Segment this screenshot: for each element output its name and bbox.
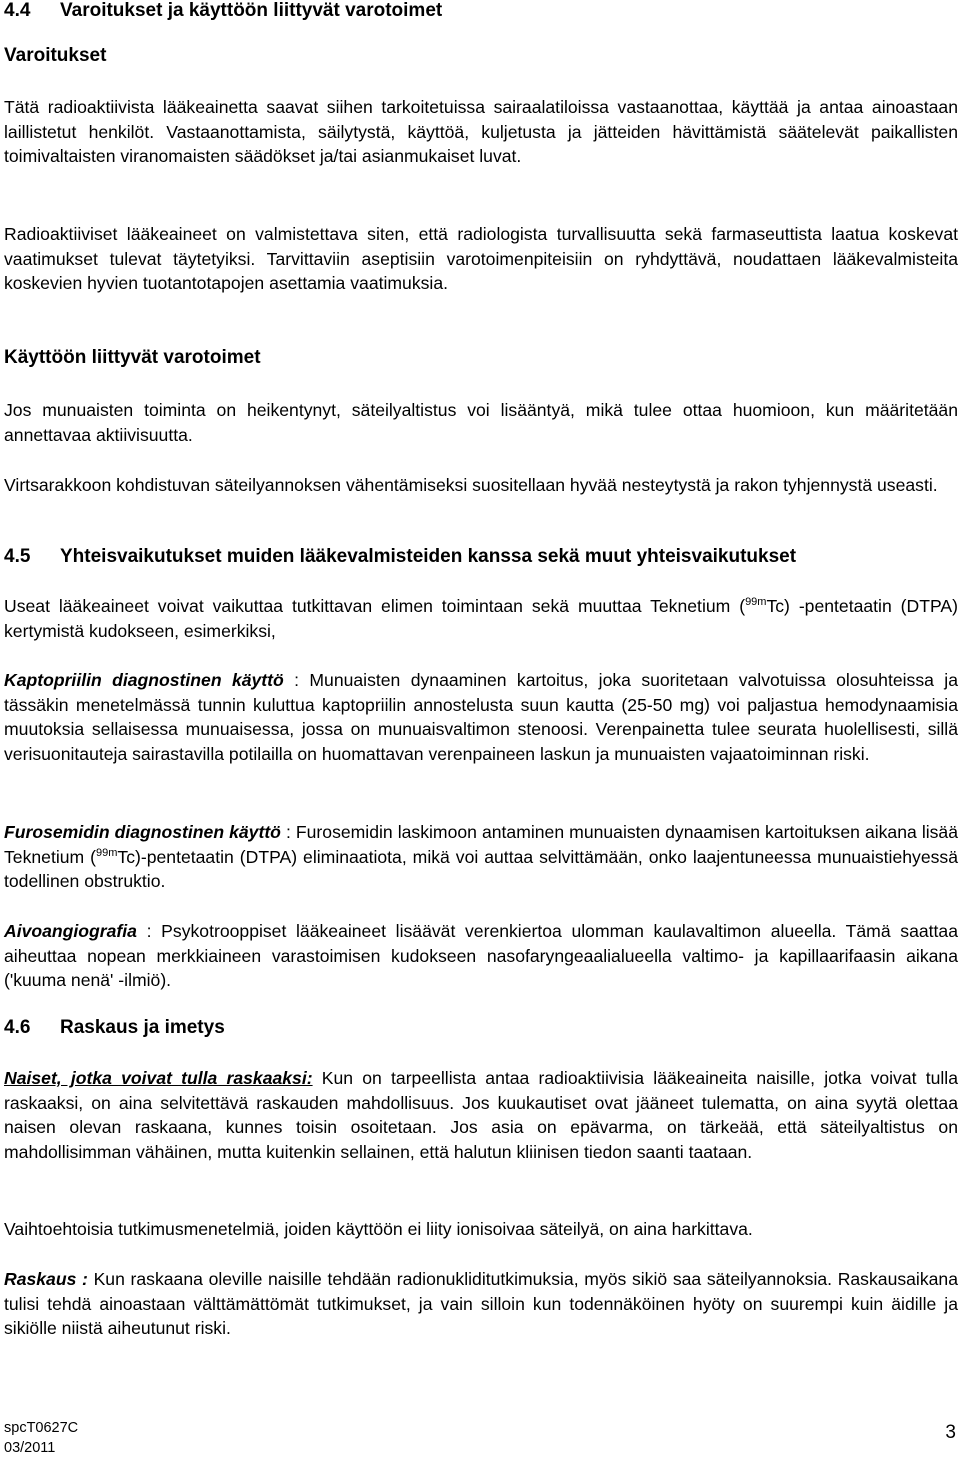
paragraph-captopril: Kaptopriilin diagnostinen käyttö : Munuaisten dynaaminen kartoitus, joka suoritetaan valvotuissa olosuhteissa ja tässäkin menetelmässä tunnin kuluttua kaptopriilin annostelusta suun kautta (25-50 mg) voi paljastua hemodynaamisia muutoksia sellaisessa munuaisessa, jossa on munuaisvaltimon stenoosi. Verenpainetta tulee seurata huolellisesti, sillä verisuonitauteja sairastavilla potilailla on huomattavan verenpaineen laskun ja munuaisten vajaatoiminnan riski. bbox=[4, 670, 958, 764]
paragraph-renal-function: Jos munuaisten toiminta on heikentynyt, säteilyaltistus voi lisääntyä, mikä tulee ottaa huomioon, kun määritetään annettavaa aktiivisuutta. bbox=[4, 400, 958, 445]
section-number: 4.4 bbox=[4, 0, 31, 21]
lead-pregnancy: Raskaus : bbox=[4, 1269, 88, 1289]
lead-furosemide: Furosemidin diagnostinen käyttö bbox=[4, 822, 281, 842]
section-4-5-heading bbox=[4, 545, 796, 569]
paragraph-alternatives: Vaihtoehtoisia tutkimusmenetelmiä, joiden käyttöön ei liity ionisoivaa säteilyä, on aina harkittava. bbox=[4, 1219, 753, 1239]
footer-code: spcT0627C bbox=[4, 1420, 79, 1436]
section-number: 4.5 bbox=[4, 546, 31, 567]
paragraph-bladder-dose: Virtsarakkoon kohdistuvan säteilyannoksen vähentämiseksi suositellaan hyvää nesteytystä ja rakon tyhjennystä useasti. bbox=[4, 475, 938, 495]
lead-angiography: Aivoangiografia bbox=[4, 921, 137, 941]
lead-women-childbearing: Naiset, jotka voivat tulla raskaaksi: bbox=[4, 1068, 313, 1088]
paragraph-warnings: Tätä radioaktiivista lääkeainetta saavat siihen tarkoitetuissa sairaalatiloissa vastaanottaa, käyttää ja antaa ainoastaan laillistetut henkilöt. Vastaanottamista, säilytystä, käyttöä, kuljetusta ja jätteiden hävittämistä säätelevät paikallisten toimivaltaisten viranomaisten säädökset ja/tai asianmukaiset luvat. bbox=[4, 97, 958, 167]
paragraph-women-childbearing: Naiset, jotka voivat tulla raskaaksi: Kun on tarpeellista antaa radioaktiivisia lääkeaineita naisille, jotka voivat tulla raskaaksi, on aina selvitettävä raskauden mahdollisuus. Jos kuukautiset ovat jääneet tulematta, on aina syytä olettaa naisen olevan raskaana, kunnes toisin osoitetaan. Jos asia on epävarma, on tärkeää, että säteilyaltistus on mahdollisimman vähäinen, mutta kuitenkin sellainen, että halutun kliinisen tiedon saanti taataan. bbox=[4, 1068, 958, 1162]
paragraph-furosemide: Furosemidin diagnostinen käyttö : Furosemidin laskimoon antaminen munuaisten dynaamisen kartoituksen aikana lisää Teknetium ($^{99m}$Tc)-pentetaatin (DTPA) eliminaatiota, mikä voi auttaa selvittämään, onko laajentuneessa munuaistiehyessä todellinen obstruktio. bbox=[4, 822, 959, 892]
section-title: Varoitukset ja käyttöön liittyvät varotoimet bbox=[60, 0, 443, 21]
section-4-4-heading bbox=[4, 0, 442, 23]
subheading-varoitukset: Varoitukset bbox=[4, 45, 107, 66]
section-4-6-heading bbox=[4, 1016, 225, 1040]
section-number: 4.6 bbox=[4, 1017, 31, 1038]
section-title: Raskaus ja imetys bbox=[60, 1017, 225, 1038]
page-number: 3 bbox=[945, 1422, 956, 1443]
paragraph-interactions-intro: Useat lääkeaineet voivat vaikuttaa tutkittavan elimen toimintaan sekä muuttaa Teknetium ($^{99m}$Tc) -pentetaatin (DTPA) kertymistä kudokseen, esimerkiksi, bbox=[4, 596, 958, 641]
lead-captopril: Kaptopriilin diagnostinen käyttö bbox=[4, 670, 284, 690]
footer-left bbox=[4, 1418, 78, 1458]
subheading-precautions: Käyttöön liittyvät varotoimet bbox=[4, 347, 261, 368]
paragraph-radiopharma-prep: Radioaktiiviset lääkeaineet on valmistettava siten, että radiologista turvallisuutta sekä farmaseuttista laatua koskevat vaatimukset tulevat täytetyiksi. Tarvittaviin aseptisiin varotoimenpiteisiin on ryhdyttävä, noudattaen lääkevalmisteita koskevien hyvien tuotantotapojen asettamia vaatimuksia. bbox=[4, 224, 958, 294]
paragraph-pregnancy: Raskaus : Kun raskaana oleville naisille tehdään radionukliditutkimuksia, myös sikiö saa säteilyannoksia. Raskausaikana tulisi tehdä ainoastaan välttämättömät tutkimukset, ja vain silloin kun todennäköinen hyöty on suurempi kuin äidille ja sikiölle niistä aiheutunut riski. bbox=[4, 1269, 958, 1339]
section-title: Yhteisvaikutukset muiden lääkevalmisteiden kanssa sekä muut yhteisvaikutukset bbox=[60, 546, 797, 567]
paragraph-angiography: Aivoangiografia : Psykotrooppiset lääkeaineet lisäävät verenkiertoa ulomman kaulavaltimon alueella. Tämä saattaa aiheuttaa nopean merkkiaineen varastoimisen kudokseen nasofaryngeaalialueella valtimo- ja kapillaarifaasin aikana ('kuuma nenä' -ilmiö). bbox=[4, 921, 958, 991]
footer-date: 03/2011 bbox=[4, 1440, 56, 1456]
